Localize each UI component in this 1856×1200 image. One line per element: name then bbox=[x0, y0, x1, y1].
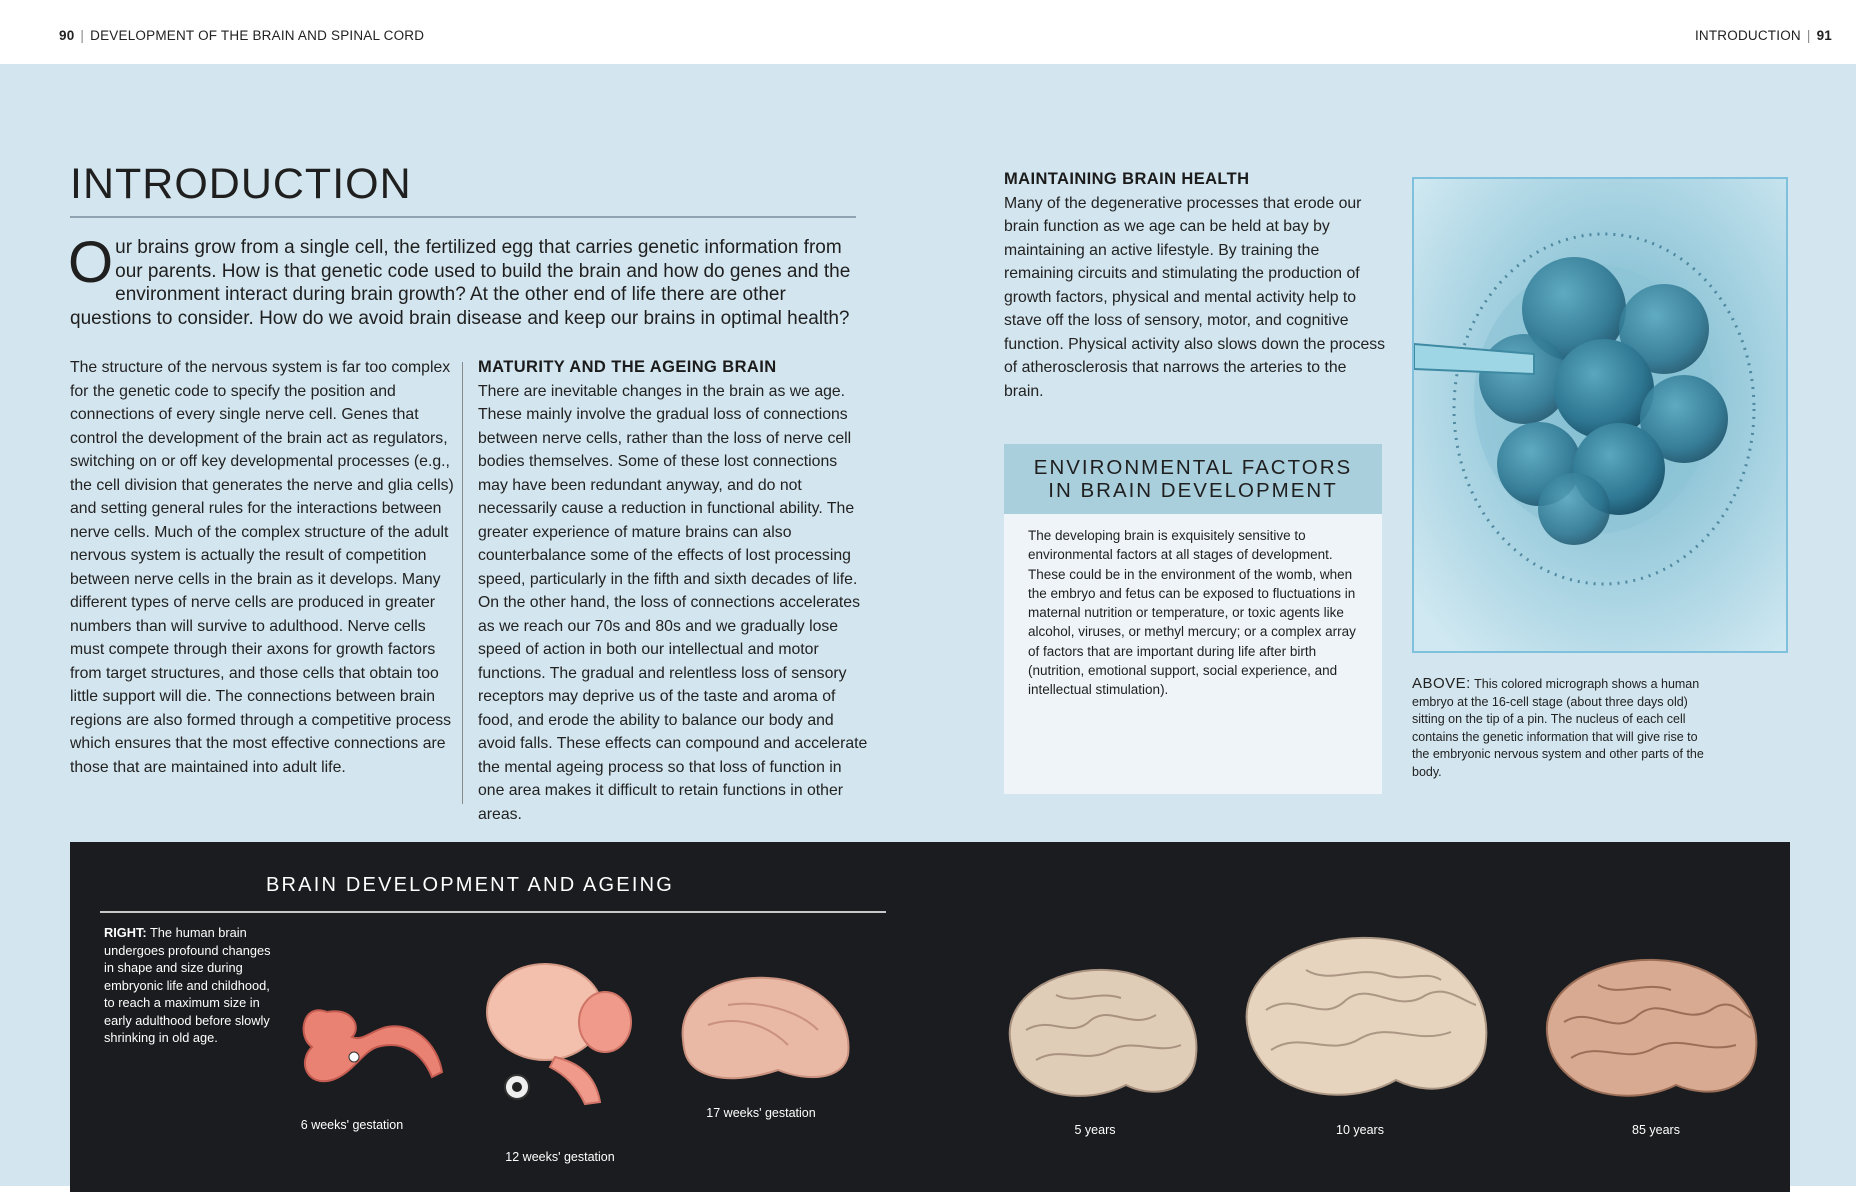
label-85-years: 85 years bbox=[1632, 1123, 1680, 1137]
label-12-weeks: 12 weeks' gestation bbox=[505, 1150, 615, 1164]
brain-17-weeks-illustration bbox=[668, 970, 858, 1090]
brain-health-heading: MAINTAINING BRAIN HEALTH bbox=[1004, 170, 1250, 188]
page-title: INTRODUCTION bbox=[70, 160, 412, 208]
brain-5-years-illustration bbox=[996, 960, 1206, 1110]
maturity-heading: MATURITY AND THE AGEING BRAIN bbox=[478, 358, 777, 376]
column-brain-health bbox=[1004, 168, 1386, 403]
brain-10-years-illustration bbox=[1236, 930, 1496, 1110]
right-page-number: 91 bbox=[1816, 28, 1832, 43]
intro-text: ur brains grow from a single cell, the fertilized egg that carries genetic information from our parents. How is that genetic code used to build the brain and how do genes and the environment interact during brain growth? At the other end of life there are other questions to consider. How do we avoid brain disease and keep our brains in optimal health? bbox=[70, 237, 851, 329]
right-running-title: INTRODUCTION bbox=[1694, 28, 1801, 43]
env-title-line2: IN BRAIN DEVELOPMENT bbox=[1048, 479, 1338, 502]
label-6-weeks: 6 weeks' gestation bbox=[300, 1118, 404, 1132]
caption-text: The human brain undergoes profound changes in shape and size during embryonic life and childhood, to reach a maximum size in early adulthood before slowly shrinking in old age. bbox=[104, 925, 271, 1045]
label-10-years: 10 years bbox=[1336, 1123, 1384, 1137]
intro-paragraph bbox=[68, 230, 862, 330]
brain-development-rule bbox=[100, 911, 886, 913]
brain-health-text: Many of the degenerative processes that erode our brain function as we age can be held at bay by maintaining an active lifestyle. By training the remaining circuits and stimulating the production of growth factors, physical and mental activity help to stave off the loss of sensory, motor, and cognitive function. Physical activity also slows down the process of atherosclerosis that narrows the arteries to the brain. bbox=[1004, 194, 1386, 400]
page-spread bbox=[0, 64, 1856, 1186]
brain-85-years-illustration bbox=[1536, 950, 1766, 1110]
left-running-title: DEVELOPMENT OF THE BRAIN AND SPINAL CORD bbox=[90, 28, 425, 43]
brain-6-weeks-illustration bbox=[292, 992, 452, 1102]
brain-development-title: BRAIN DEVELOPMENT AND AGEING bbox=[266, 874, 674, 896]
maturity-text: There are inevitable changes in the brain as we age. These mainly involve the gradual loss of connections between nerve cells, rather than the loss of nerve cell bodies themselves. Some of these lost connections may have been redundant anyway, and do not necessarily cause a reduction in functional ability. The greater experience of mature brains can also counterbalance some of the effects of lost processing speed, particularly in the fifth and sixth decades of life. On the other hand, the loss of connections accelerates as we reach our 70s and 80s and we gradually lose speed of action in both our intellectual and motor functions. The gradual and relentless loss of sensory receptors may deprive us of the taste and aroma of food, and erode the ability to balance our body and avoid falls. These effects can compound and accelerate the mental ageing process so that loss of function in one area makes it difficult to retain functions in other areas. bbox=[478, 382, 868, 823]
caption-label: RIGHT: bbox=[104, 925, 147, 940]
photo-caption-label: ABOVE: bbox=[1412, 675, 1471, 692]
embryo-micrograph-illustration bbox=[1414, 179, 1786, 651]
photo-caption-text: This colored micrograph shows a human embryo at the 16-cell stage (about three days old) sitting on the tip of a pin. The nucleus of each cell contains the genetic information that will give rise to the embryonic nervous system and other parts of the body. bbox=[1412, 677, 1704, 779]
left-page-number: 90 bbox=[59, 28, 75, 43]
env-title-line1: ENVIRONMENTAL FACTORS bbox=[1033, 456, 1353, 479]
title-rule bbox=[70, 216, 856, 218]
left-page-header: 90 | DEVELOPMENT OF THE BRAIN AND SPINAL CORD bbox=[59, 28, 425, 43]
right-page-header: INTRODUCTION | 91 bbox=[1694, 28, 1832, 43]
column-structure-text: The structure of the nervous system is far too complex for the genetic code to specify the position and connections of every single nerve cell. Genes that control the development of the brain act as regulators, switching on or off key developmental processes (e.g., the cell division that generates the nerve and glia cells) and setting general rules for the interactions between nerve cells. Much of the complex structure of the adult nervous system is actually the result of competition between nerve cells in the brain as it develops. Many different types of nerve cells are produced in greater numbers than will survive to adulthood. Nerve cells must compete through their axons for growth factors from target structures, and those cells that obtain too little support will die. The connections between brain regions are also formed through a competitive process which ensures that the most effective connections are those that are maintained into adult life. bbox=[70, 359, 454, 776]
drop-cap: O bbox=[68, 230, 114, 295]
column-divider bbox=[462, 362, 463, 804]
embryo-micrograph-image bbox=[1412, 177, 1788, 653]
environmental-factors-box bbox=[1004, 444, 1382, 794]
brain-development-caption bbox=[104, 924, 274, 1047]
column-maturity bbox=[478, 356, 870, 826]
label-17-weeks: 17 weeks' gestation bbox=[706, 1106, 816, 1120]
label-5-years: 5 years bbox=[1074, 1123, 1116, 1137]
photo-caption bbox=[1412, 675, 1712, 781]
brain-development-panel bbox=[70, 842, 1790, 1192]
environmental-factors-header bbox=[1004, 444, 1382, 514]
brain-12-weeks-illustration bbox=[475, 962, 635, 1112]
environmental-factors-text: The developing brain is exquisitely sensitive to environmental factors at all stages of development. These could be in the environment of the womb, when the embryo and fetus can be exposed to fluctuations in maternal nutrition or temperature, or toxic agents like alcohol, viruses, or methyl mercury; or a complex array of factors that are important during life after birth (nutrition, emotional support, social experience, and intellectual stimulation). bbox=[1028, 528, 1356, 698]
